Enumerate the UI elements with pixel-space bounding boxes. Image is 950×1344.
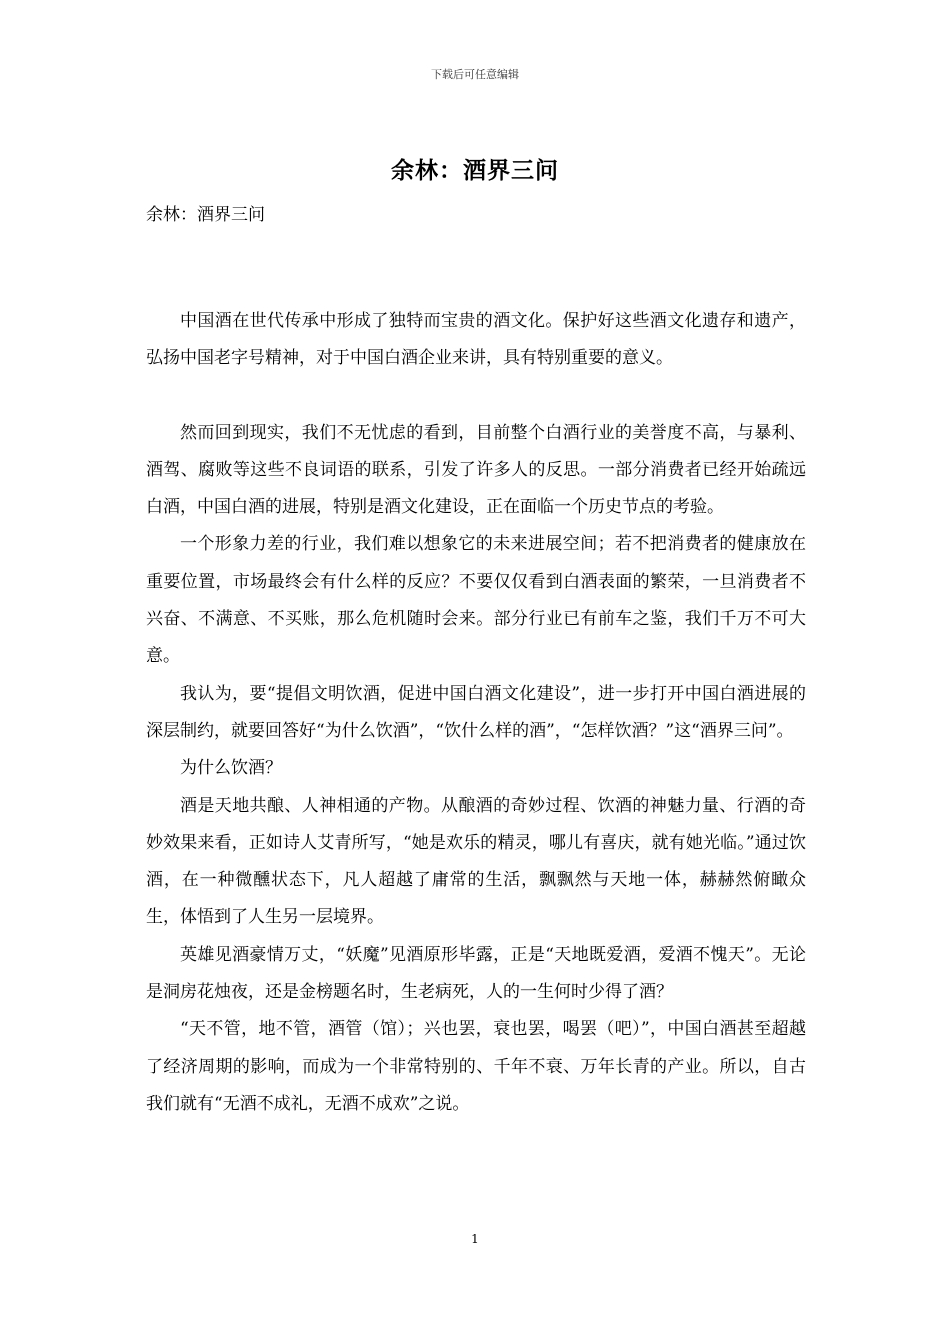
page-number: 1	[471, 1232, 479, 1246]
paragraph: 英雄见酒豪情万丈，“妖魔”见酒原形毕露，正是“天地既爱酒，爱酒不愧天”。无论是洞房花烛夜，还是金榜题名时，生老病死，人的一生何时少得了酒？	[146, 944, 806, 1003]
paragraph: 酒是天地共酿、人神相通的产物。从酿酒的奇妙过程、饮酒的神魅力量、行酒的奇妙效果来看，正如诗人艾青所写，“她是欢乐的精灵，哪儿有喜庆，就有她光临。”通过饮酒，在一种微醺状态下，凡人超越了庸常的生活，飘飘然与天地一体，赫赫然俯瞰众生，体悟到了人生另一层境界。	[146, 795, 806, 928]
paragraph: “天不管，地不管，酒管（馆）；兴也罢，衰也罢，喝罢（吧）”，中国白酒甚至超越了经济周期的影响，而成为一个非常特别的、千年不衰、万年长青的产业。所以，自古我们就有“无酒不成礼，无酒不成欢”之说。	[146, 1019, 806, 1114]
paragraph: 中国酒在世代传承中形成了独特而宝贵的酒文化。保护好这些酒文化遗存和遗产，弘扬中国老字号精神，对于中国白酒企业来讲，具有特别重要的意义。	[146, 311, 806, 369]
document-body	[146, 266, 806, 1123]
document-subtitle: 余林：酒界三问	[146, 205, 265, 225]
document-title: 余林：酒界三问	[391, 157, 559, 184]
paragraph: 我认为，要“提倡文明饮酒，促进中国白酒文化建设”，进一步打开中国白酒进展的深层制约，就要回答好“为什么饮酒”，“饮什么样的酒”，“怎样饮酒？”这“酒界三问”。	[146, 683, 806, 741]
paragraph: 然而回到现实，我们不无忧虑的看到，目前整个白酒行业的美誉度不高，与暴利、酒驾、腐败等这些不良词语的联系，引发了许多人的反思。一部分消费者已经开始疏远白酒，中国白酒的进展，特别是酒文化建设，正在面临一个历史节点的考验。	[146, 422, 806, 518]
section-heading: 为什么饮酒？	[180, 758, 282, 779]
page-header-note: 下载后可任意编辑	[431, 68, 519, 81]
paragraph: 一个形象力差的行业，我们难以想象它的未来进展空间；若不把消费者的健康放在重要位置，市场最终会有什么样的反应？不要仅仅看到白酒表面的繁荣，一旦消费者不兴奋、不满意、不买账，那么危机随时会来。部分行业已有前车之鉴，我们千万不可大意。	[146, 534, 806, 667]
